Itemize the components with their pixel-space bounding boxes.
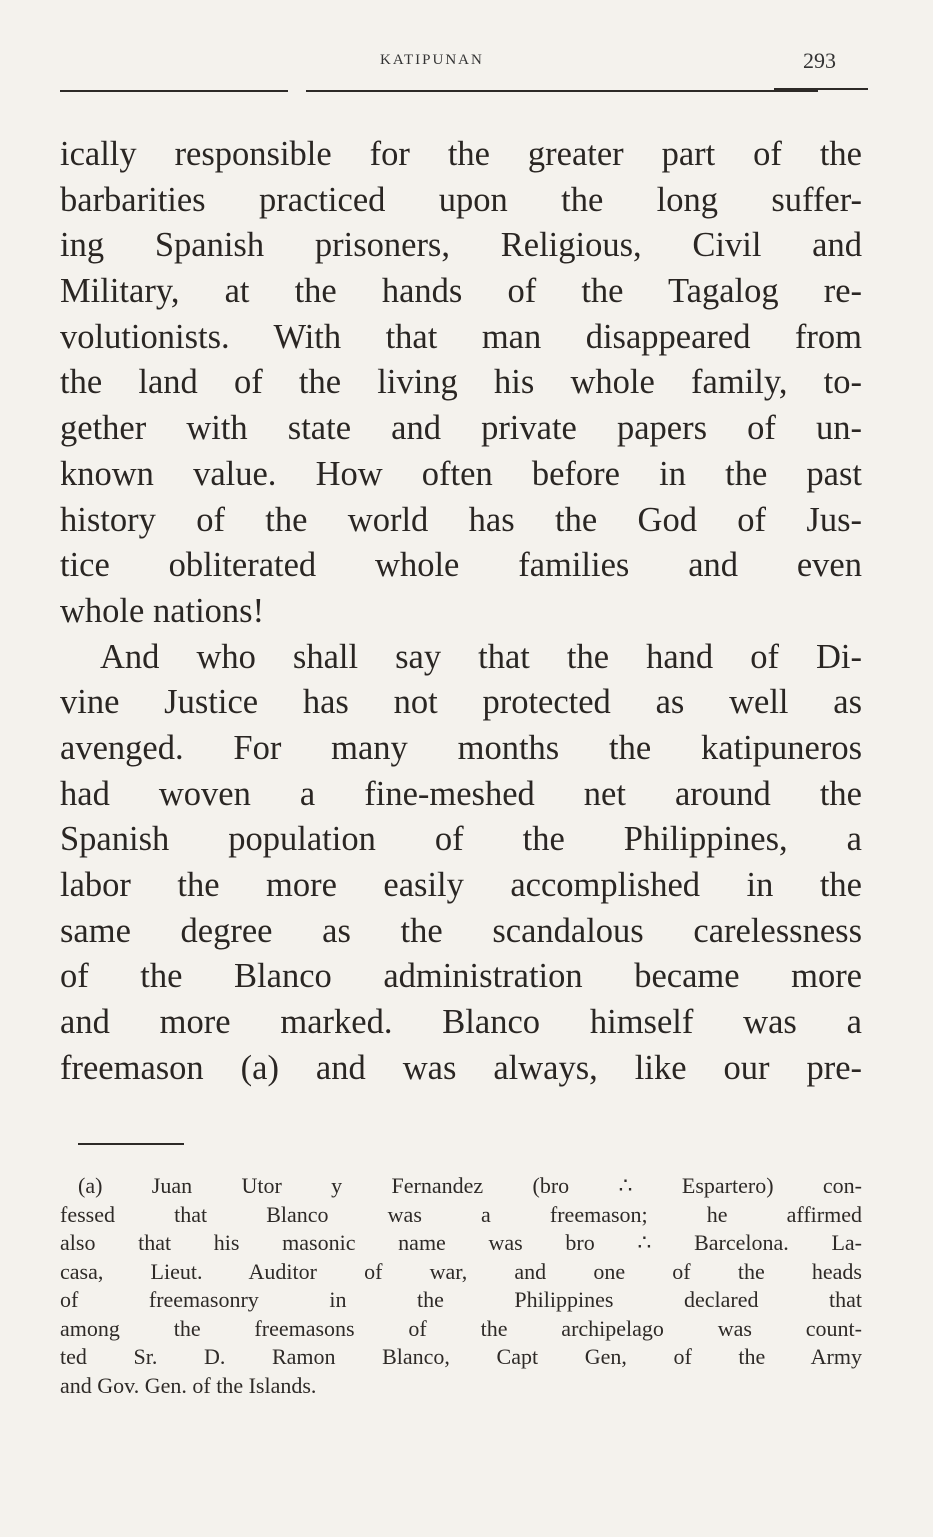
footnote-line: casa, Lieut. Auditor of war, and one of the heads bbox=[60, 1258, 862, 1284]
footnote-line: also that his masonic name was bro ∴ Barcelona. La- bbox=[60, 1230, 862, 1255]
page-number: 293 bbox=[803, 48, 836, 73]
footnote-line: (a) Juan Utor y Fernandez (bro ∴ Espartero) con- bbox=[78, 1173, 862, 1198]
text-line: known value. How often before in the past bbox=[60, 454, 862, 493]
text-line: ically responsible for the greater part of the bbox=[60, 135, 862, 173]
header-rule-right bbox=[774, 88, 868, 90]
text-line: history of the world has the God of Jus- bbox=[60, 500, 862, 539]
header-rule-left bbox=[60, 90, 288, 92]
text-line: Spanish population of the Philippines, a bbox=[60, 820, 862, 859]
text-line: same degree as the scandalous carelessness bbox=[60, 911, 862, 950]
text-line: ing Spanish prisoners, Religious, Civil and bbox=[60, 226, 862, 265]
footnote-line: among the freemasons of the archipelago was count- bbox=[60, 1315, 862, 1341]
text-line: And who shall say that the hand of Di- bbox=[100, 637, 862, 676]
text-line: the land of the living his whole family, to- bbox=[60, 363, 862, 402]
text-line: barbarities practiced upon the long suffer- bbox=[60, 180, 862, 219]
footnote-line: fessed that Blanco was a freemason; he affirmed bbox=[60, 1201, 862, 1227]
footnote-rule bbox=[78, 1143, 184, 1145]
footnote-line: of freemasonry in the Philippines declared that bbox=[60, 1287, 862, 1312]
text-line: tice obliterated whole families and even bbox=[60, 546, 862, 585]
header-rule-center bbox=[306, 90, 818, 92]
text-line: had woven a fine-meshed net around the bbox=[60, 774, 862, 813]
footnote-line: and Gov. Gen. of the Islands. bbox=[60, 1372, 317, 1398]
footnote-line: ted Sr. D. Ramon Blanco, Capt Gen, of the Army bbox=[60, 1344, 862, 1369]
text-line: freemason (a) and was always, like our pre- bbox=[60, 1048, 862, 1087]
page-header bbox=[60, 48, 868, 98]
text-line: Military, at the hands of the Tagalog re- bbox=[60, 272, 862, 311]
text-line: vine Justice has not protected as well as bbox=[60, 683, 862, 722]
text-line: avenged. For many months the katipuneros bbox=[60, 728, 862, 767]
text-line: of the Blanco administration became more bbox=[60, 957, 862, 996]
text-line: and more marked. Blanco himself was a bbox=[60, 1003, 862, 1042]
text-line: whole nations! bbox=[60, 591, 265, 630]
running-title: KATIPUNAN bbox=[380, 52, 484, 68]
text-line: volutionists. With that man disappeared from bbox=[60, 317, 862, 356]
body-text bbox=[60, 132, 862, 1091]
footnote bbox=[60, 1172, 862, 1400]
text-line: gether with state and private papers of un- bbox=[60, 409, 862, 448]
text-line: labor the more easily accomplished in the bbox=[60, 866, 862, 904]
